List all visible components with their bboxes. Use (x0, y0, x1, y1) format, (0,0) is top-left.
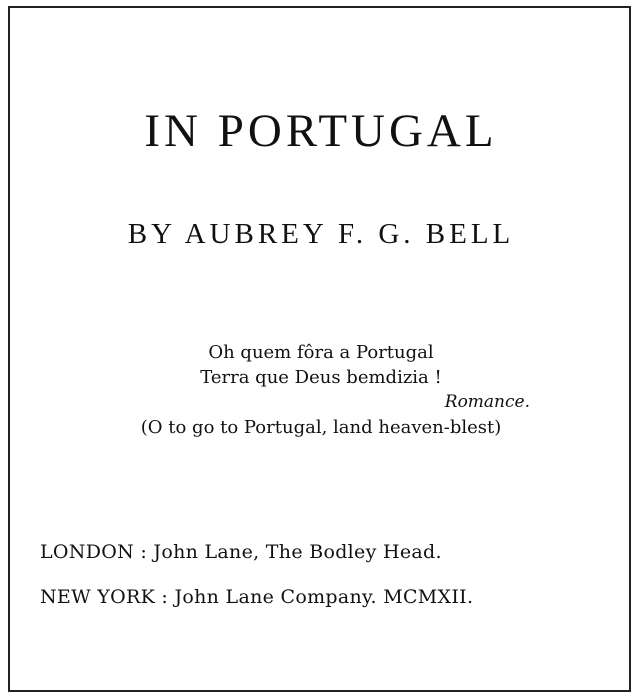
epigraph-source: Romance. (444, 392, 530, 412)
epigraph-line-1: Oh quem fôra a Portugal (208, 342, 434, 363)
imprint-london: LONDON : John Lane, The Bodley Head. (40, 541, 442, 563)
book-title: IN PORTUGAL (144, 105, 498, 157)
epigraph-translation: (O to go to Portugal, land heaven-blest) (140, 417, 502, 438)
epigraph-line-2: Terra que Deus bemdizia ! (200, 367, 442, 388)
epigraph (0, 340, 642, 440)
author-line: BY AUBREY F. G. BELL (127, 218, 515, 250)
imprint-new-york: NEW YORK : John Lane Company. MCMXII. (40, 586, 474, 608)
